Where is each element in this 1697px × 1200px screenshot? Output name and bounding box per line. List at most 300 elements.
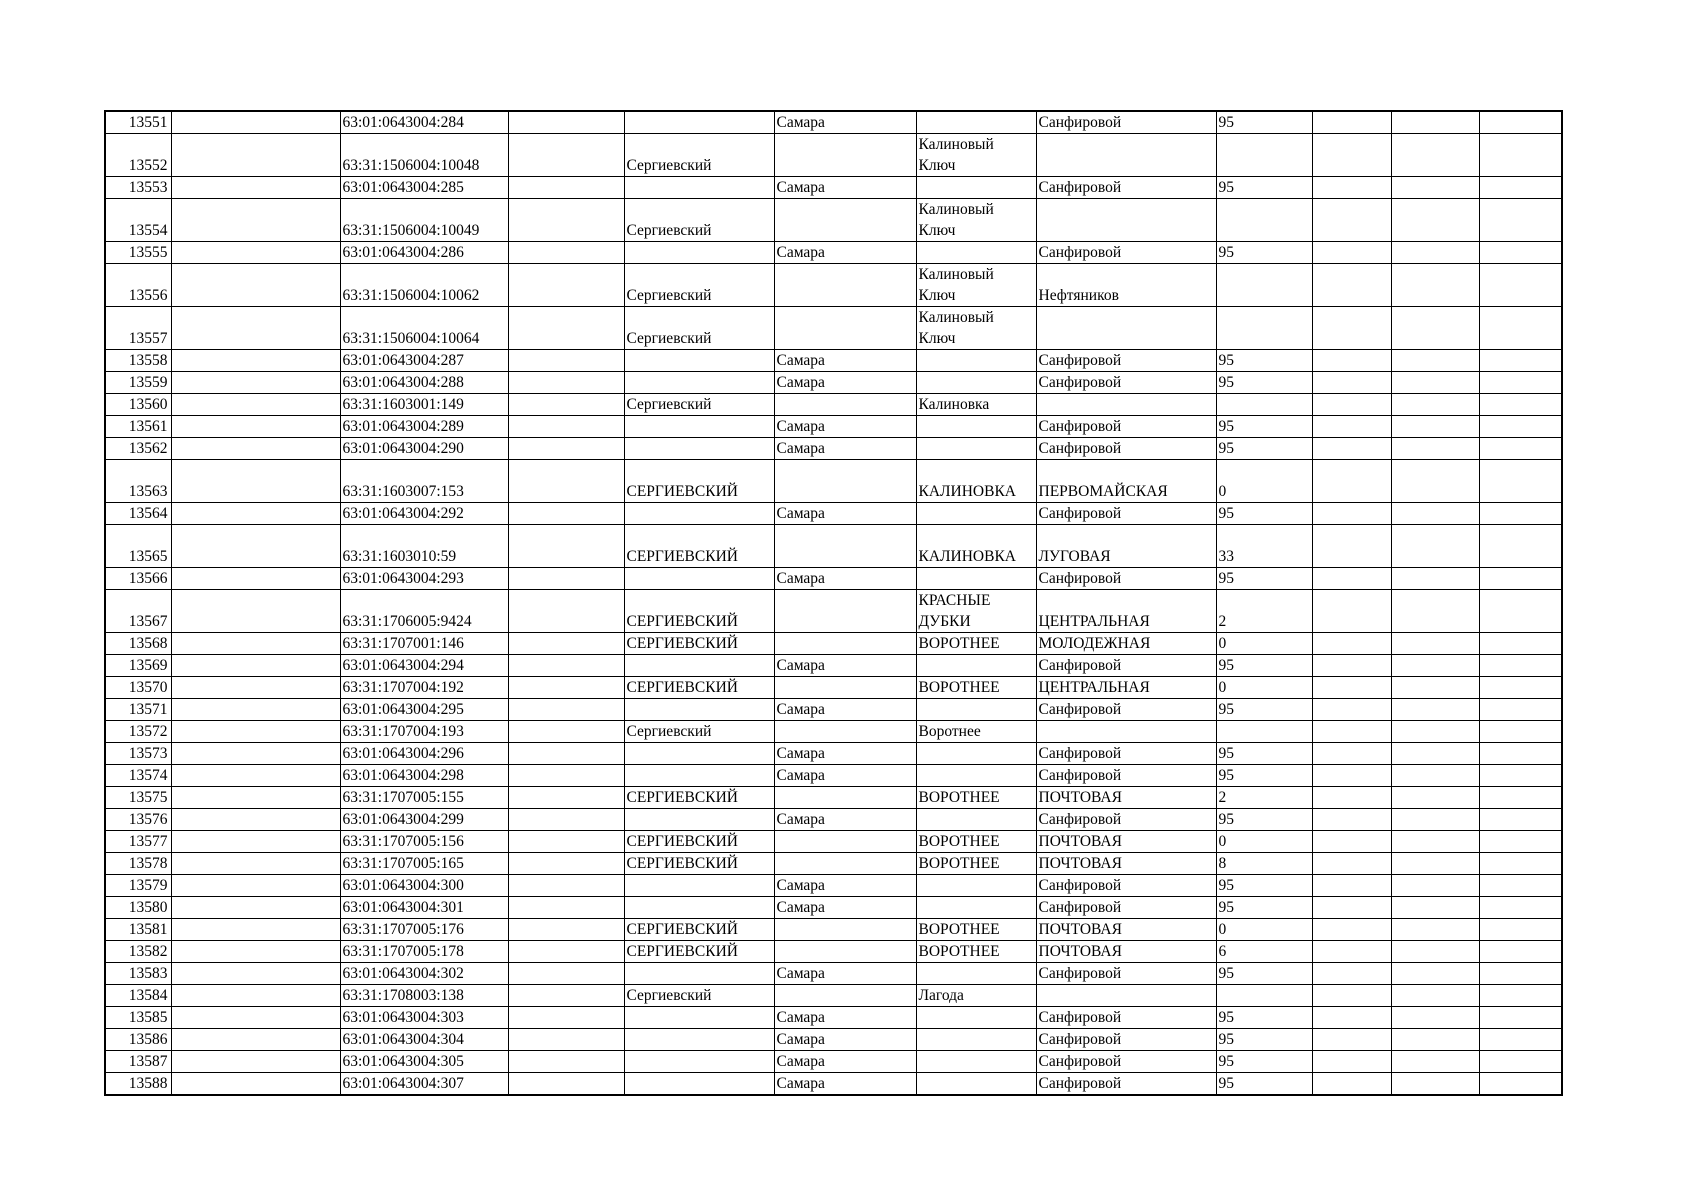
cell-empty <box>508 919 624 941</box>
cell-cadastral-number: 63:01:0643004:288 <box>340 372 508 394</box>
cell-house: 95 <box>1216 1007 1312 1029</box>
cell-street: ПОЧТОВАЯ <box>1036 919 1216 941</box>
cell-district <box>624 177 774 199</box>
cell-house: 95 <box>1216 568 1312 590</box>
cell-house: 95 <box>1216 438 1312 460</box>
cell-empty <box>171 503 340 525</box>
cell-district <box>624 743 774 765</box>
cell-empty <box>171 199 340 242</box>
cell-street: Санфировой <box>1036 897 1216 919</box>
cell-empty <box>1391 199 1479 242</box>
cell-row-number: 13579 <box>105 875 171 897</box>
cell-cadastral-number: 63:31:1603010:59 <box>340 525 508 568</box>
cell-house: 2 <box>1216 590 1312 633</box>
table-row <box>105 372 1562 394</box>
cell-empty <box>1312 264 1391 307</box>
cell-empty <box>1479 242 1562 264</box>
cell-empty <box>1479 853 1562 875</box>
cell-empty <box>1479 699 1562 721</box>
cell-empty <box>171 307 340 350</box>
cell-empty <box>1312 963 1391 985</box>
cell-cadastral-number: 63:31:1708003:138 <box>340 985 508 1007</box>
cell-city: Самара <box>774 875 916 897</box>
cell-empty <box>1391 743 1479 765</box>
table-row <box>105 177 1562 199</box>
cell-empty <box>1391 853 1479 875</box>
cell-district <box>624 568 774 590</box>
table-row <box>105 765 1562 787</box>
cell-empty <box>171 372 340 394</box>
cell-house: 0 <box>1216 677 1312 699</box>
cell-empty <box>1479 134 1562 177</box>
cell-empty <box>1391 111 1479 134</box>
cell-empty <box>1391 721 1479 743</box>
cell-district <box>624 1073 774 1096</box>
cell-empty <box>171 699 340 721</box>
cell-row-number: 13576 <box>105 809 171 831</box>
cell-cadastral-number: 63:31:1707004:193 <box>340 721 508 743</box>
cell-empty <box>508 633 624 655</box>
cell-city <box>774 394 916 416</box>
table-row <box>105 985 1562 1007</box>
cell-empty <box>1479 765 1562 787</box>
cell-city: Самара <box>774 743 916 765</box>
table-row <box>105 941 1562 963</box>
cell-city: Самара <box>774 1051 916 1073</box>
cell-empty <box>508 177 624 199</box>
cell-row-number: 13562 <box>105 438 171 460</box>
cell-empty <box>1479 177 1562 199</box>
cell-locality <box>916 177 1036 199</box>
cell-empty <box>171 1007 340 1029</box>
table-row <box>105 743 1562 765</box>
cell-street: Санфировой <box>1036 765 1216 787</box>
cell-locality: ВОРОТНЕЕ <box>916 787 1036 809</box>
table-row <box>105 394 1562 416</box>
cell-city: Самара <box>774 242 916 264</box>
cell-cadastral-number: 63:01:0643004:296 <box>340 743 508 765</box>
cell-empty <box>1479 985 1562 1007</box>
cell-street: Санфировой <box>1036 177 1216 199</box>
cell-empty <box>1391 1029 1479 1051</box>
cell-empty <box>1312 372 1391 394</box>
cell-city: Самара <box>774 1073 916 1096</box>
cell-empty <box>508 134 624 177</box>
cell-street: Санфировой <box>1036 242 1216 264</box>
cell-row-number: 13587 <box>105 1051 171 1073</box>
cell-cadastral-number: 63:01:0643004:284 <box>340 111 508 134</box>
cell-house: 95 <box>1216 242 1312 264</box>
cell-empty <box>1312 1073 1391 1096</box>
cell-locality <box>916 416 1036 438</box>
cell-empty <box>1479 1073 1562 1096</box>
cell-empty <box>1312 787 1391 809</box>
cell-empty <box>1391 699 1479 721</box>
cell-cadastral-number: 63:01:0643004:305 <box>340 1051 508 1073</box>
cell-city: Самара <box>774 416 916 438</box>
cell-locality <box>916 1007 1036 1029</box>
cell-empty <box>508 743 624 765</box>
cell-cadastral-number: 63:01:0643004:302 <box>340 963 508 985</box>
cell-empty <box>1391 372 1479 394</box>
cell-empty <box>171 350 340 372</box>
cell-empty <box>1479 1051 1562 1073</box>
cell-street: Санфировой <box>1036 438 1216 460</box>
cell-empty <box>171 919 340 941</box>
table-row <box>105 963 1562 985</box>
cell-empty <box>508 1029 624 1051</box>
cell-city <box>774 307 916 350</box>
cell-empty <box>1479 809 1562 831</box>
cell-house: 95 <box>1216 875 1312 897</box>
cell-cadastral-number: 63:31:1707004:192 <box>340 677 508 699</box>
cell-row-number: 13561 <box>105 416 171 438</box>
cell-empty <box>1391 655 1479 677</box>
cell-locality <box>916 963 1036 985</box>
cell-street: Санфировой <box>1036 568 1216 590</box>
cell-street: Санфировой <box>1036 655 1216 677</box>
cell-empty <box>171 765 340 787</box>
cell-empty <box>508 1073 624 1096</box>
cell-city: Самара <box>774 655 916 677</box>
cell-empty <box>1391 985 1479 1007</box>
cell-district <box>624 503 774 525</box>
cell-empty <box>1312 941 1391 963</box>
cell-empty <box>1312 438 1391 460</box>
cell-locality: КРАСНЫЕ ДУБКИ <box>916 590 1036 633</box>
cell-locality <box>916 503 1036 525</box>
cell-row-number: 13581 <box>105 919 171 941</box>
cell-empty <box>171 941 340 963</box>
cell-city <box>774 919 916 941</box>
cell-city <box>774 721 916 743</box>
cell-empty <box>1312 1051 1391 1073</box>
cell-empty <box>1391 897 1479 919</box>
cell-cadastral-number: 63:01:0643004:292 <box>340 503 508 525</box>
cell-street: МОЛОДЕЖНАЯ <box>1036 633 1216 655</box>
cell-empty <box>508 897 624 919</box>
cell-row-number: 13567 <box>105 590 171 633</box>
cell-house: 0 <box>1216 633 1312 655</box>
cell-locality <box>916 1051 1036 1073</box>
cell-district <box>624 655 774 677</box>
cell-empty <box>1391 134 1479 177</box>
cell-house: 95 <box>1216 177 1312 199</box>
cell-locality: Калиновый Ключ <box>916 134 1036 177</box>
cell-cadastral-number: 63:01:0643004:294 <box>340 655 508 677</box>
cell-cadastral-number: 63:31:1506004:10064 <box>340 307 508 350</box>
cell-empty <box>508 765 624 787</box>
cell-district: СЕРГИЕВСКИЙ <box>624 787 774 809</box>
table-row <box>105 1007 1562 1029</box>
cell-row-number: 13575 <box>105 787 171 809</box>
table-row <box>105 1073 1562 1096</box>
cell-city <box>774 460 916 503</box>
cell-district <box>624 1051 774 1073</box>
cell-locality <box>916 875 1036 897</box>
cell-locality <box>916 111 1036 134</box>
cell-empty <box>1391 416 1479 438</box>
cell-house <box>1216 134 1312 177</box>
cell-empty <box>508 394 624 416</box>
cell-empty <box>1479 1029 1562 1051</box>
cell-district <box>624 1029 774 1051</box>
cell-district <box>624 809 774 831</box>
cell-empty <box>1312 633 1391 655</box>
cell-cadastral-number: 63:31:1706005:9424 <box>340 590 508 633</box>
cell-street: Санфировой <box>1036 743 1216 765</box>
cell-empty <box>1479 307 1562 350</box>
cell-empty <box>1391 177 1479 199</box>
cell-empty <box>1312 677 1391 699</box>
cell-empty <box>1312 1029 1391 1051</box>
cell-city: Самара <box>774 963 916 985</box>
cell-cadastral-number: 63:31:1506004:10062 <box>340 264 508 307</box>
cell-empty <box>1391 875 1479 897</box>
cell-district: Сергиевский <box>624 721 774 743</box>
cell-locality <box>916 1073 1036 1096</box>
table-row <box>105 787 1562 809</box>
cell-house: 95 <box>1216 897 1312 919</box>
cell-row-number: 13564 <box>105 503 171 525</box>
cell-street: ЦЕНТРАЛЬНАЯ <box>1036 677 1216 699</box>
cell-empty <box>1391 633 1479 655</box>
cell-street <box>1036 307 1216 350</box>
cell-street: Санфировой <box>1036 503 1216 525</box>
cell-cadastral-number: 63:01:0643004:304 <box>340 1029 508 1051</box>
cell-street: Санфировой <box>1036 111 1216 134</box>
cell-street: ПОЧТОВАЯ <box>1036 787 1216 809</box>
cell-empty <box>171 568 340 590</box>
cell-street: ПЕРВОМАЙСКАЯ <box>1036 460 1216 503</box>
cell-row-number: 13586 <box>105 1029 171 1051</box>
cell-empty <box>1312 242 1391 264</box>
cell-empty <box>1312 875 1391 897</box>
cell-street <box>1036 985 1216 1007</box>
cell-empty <box>1391 787 1479 809</box>
cell-empty <box>1312 765 1391 787</box>
cell-empty <box>1479 919 1562 941</box>
cell-city: Самара <box>774 350 916 372</box>
cell-city: Самара <box>774 503 916 525</box>
cell-empty <box>171 875 340 897</box>
cell-cadastral-number: 63:01:0643004:289 <box>340 416 508 438</box>
cell-row-number: 13558 <box>105 350 171 372</box>
cell-empty <box>171 1073 340 1096</box>
cell-city: Самара <box>774 809 916 831</box>
cell-locality: Воротнее <box>916 721 1036 743</box>
cell-empty <box>171 963 340 985</box>
cell-empty <box>171 743 340 765</box>
cell-locality: ВОРОТНЕЕ <box>916 853 1036 875</box>
cell-city: Самара <box>774 699 916 721</box>
cell-cadastral-number: 63:01:0643004:285 <box>340 177 508 199</box>
cell-district: Сергиевский <box>624 985 774 1007</box>
cell-house <box>1216 264 1312 307</box>
cell-empty <box>1312 831 1391 853</box>
cell-empty <box>1391 264 1479 307</box>
cell-empty <box>1479 831 1562 853</box>
table-row <box>105 699 1562 721</box>
cell-empty <box>171 438 340 460</box>
cell-house: 0 <box>1216 460 1312 503</box>
cell-locality: ВОРОТНЕЕ <box>916 677 1036 699</box>
cell-empty <box>1312 199 1391 242</box>
cell-house: 95 <box>1216 1029 1312 1051</box>
cell-street: Санфировой <box>1036 1007 1216 1029</box>
cell-street: ПОЧТОВАЯ <box>1036 831 1216 853</box>
cell-empty <box>1312 525 1391 568</box>
cell-cadastral-number: 63:31:1707005:156 <box>340 831 508 853</box>
cell-empty <box>171 1051 340 1073</box>
cell-row-number: 13565 <box>105 525 171 568</box>
cell-city <box>774 831 916 853</box>
cell-house: 95 <box>1216 416 1312 438</box>
cell-locality: ВОРОТНЕЕ <box>916 919 1036 941</box>
cell-street: ПОЧТОВАЯ <box>1036 941 1216 963</box>
cell-empty <box>1312 503 1391 525</box>
cell-street: Санфировой <box>1036 350 1216 372</box>
cell-house <box>1216 721 1312 743</box>
cell-empty <box>171 460 340 503</box>
cell-empty <box>171 655 340 677</box>
cell-street: ЛУГОВАЯ <box>1036 525 1216 568</box>
cell-locality <box>916 438 1036 460</box>
cell-empty <box>1479 655 1562 677</box>
cell-locality: Калиновка <box>916 394 1036 416</box>
cell-row-number: 13584 <box>105 985 171 1007</box>
cell-city <box>774 525 916 568</box>
cell-house: 95 <box>1216 350 1312 372</box>
cell-city: Самара <box>774 177 916 199</box>
cell-empty <box>508 242 624 264</box>
cell-empty <box>171 853 340 875</box>
cell-city: Самара <box>774 111 916 134</box>
cell-empty <box>508 590 624 633</box>
cell-house <box>1216 394 1312 416</box>
cell-empty <box>508 985 624 1007</box>
cell-empty <box>508 372 624 394</box>
table-row <box>105 919 1562 941</box>
cell-empty <box>1312 919 1391 941</box>
cell-house: 95 <box>1216 503 1312 525</box>
cell-cadastral-number: 63:01:0643004:287 <box>340 350 508 372</box>
table-row <box>105 590 1562 633</box>
cell-district: СЕРГИЕВСКИЙ <box>624 525 774 568</box>
cell-empty <box>171 809 340 831</box>
table-row <box>105 1051 1562 1073</box>
cell-empty <box>1391 307 1479 350</box>
cell-row-number: 13568 <box>105 633 171 655</box>
cell-empty <box>1391 1073 1479 1096</box>
cell-empty <box>171 787 340 809</box>
cell-city <box>774 199 916 242</box>
cell-house: 95 <box>1216 699 1312 721</box>
cell-empty <box>508 438 624 460</box>
cell-city: Самара <box>774 897 916 919</box>
table-row <box>105 503 1562 525</box>
cell-empty <box>1479 350 1562 372</box>
cell-empty <box>1479 568 1562 590</box>
cell-cadastral-number: 63:01:0643004:299 <box>340 809 508 831</box>
cell-empty <box>508 350 624 372</box>
cell-empty <box>1391 1051 1479 1073</box>
table-row <box>105 568 1562 590</box>
cell-city <box>774 134 916 177</box>
cell-street: ЦЕНТРАЛЬНАЯ <box>1036 590 1216 633</box>
cell-empty <box>1312 721 1391 743</box>
cell-district: СЕРГИЕВСКИЙ <box>624 919 774 941</box>
cell-empty <box>1391 394 1479 416</box>
cell-empty <box>1312 394 1391 416</box>
cell-empty <box>1312 350 1391 372</box>
cell-locality: ВОРОТНЕЕ <box>916 831 1036 853</box>
cell-locality <box>916 655 1036 677</box>
cell-empty <box>508 525 624 568</box>
cell-empty <box>508 677 624 699</box>
cell-empty <box>508 568 624 590</box>
cell-empty <box>508 853 624 875</box>
cell-empty <box>508 875 624 897</box>
cell-locality: Калиновый Ключ <box>916 307 1036 350</box>
cell-cadastral-number: 63:31:1707005:165 <box>340 853 508 875</box>
cell-empty <box>1479 633 1562 655</box>
cell-locality <box>916 350 1036 372</box>
cell-row-number: 13569 <box>105 655 171 677</box>
cell-district: СЕРГИЕВСКИЙ <box>624 831 774 853</box>
cell-city <box>774 787 916 809</box>
cell-locality: Лагода <box>916 985 1036 1007</box>
cell-house: 0 <box>1216 831 1312 853</box>
cell-empty <box>1312 853 1391 875</box>
cell-empty <box>1479 743 1562 765</box>
cell-city <box>774 264 916 307</box>
cell-empty <box>1479 941 1562 963</box>
cell-empty <box>171 590 340 633</box>
cell-empty <box>508 1051 624 1073</box>
cell-empty <box>1479 372 1562 394</box>
cell-empty <box>1312 699 1391 721</box>
cell-row-number: 13555 <box>105 242 171 264</box>
cell-street: Санфировой <box>1036 875 1216 897</box>
cell-empty <box>1479 963 1562 985</box>
cell-row-number: 13552 <box>105 134 171 177</box>
cell-empty <box>1479 677 1562 699</box>
cell-row-number: 13556 <box>105 264 171 307</box>
cell-row-number: 13559 <box>105 372 171 394</box>
cell-city: Самара <box>774 1007 916 1029</box>
table-row <box>105 897 1562 919</box>
table-row <box>105 350 1562 372</box>
cell-district <box>624 875 774 897</box>
cell-district: СЕРГИЕВСКИЙ <box>624 460 774 503</box>
cell-row-number: 13570 <box>105 677 171 699</box>
cell-locality <box>916 1029 1036 1051</box>
cell-district <box>624 897 774 919</box>
table-row <box>105 809 1562 831</box>
cell-empty <box>1391 242 1479 264</box>
cell-district: СЕРГИЕВСКИЙ <box>624 853 774 875</box>
table-row <box>105 875 1562 897</box>
cell-empty <box>1312 1007 1391 1029</box>
cell-row-number: 13582 <box>105 941 171 963</box>
cell-empty <box>508 941 624 963</box>
table-row <box>105 242 1562 264</box>
cell-locality <box>916 372 1036 394</box>
cell-empty <box>508 787 624 809</box>
cell-house: 95 <box>1216 765 1312 787</box>
cell-empty <box>1479 416 1562 438</box>
